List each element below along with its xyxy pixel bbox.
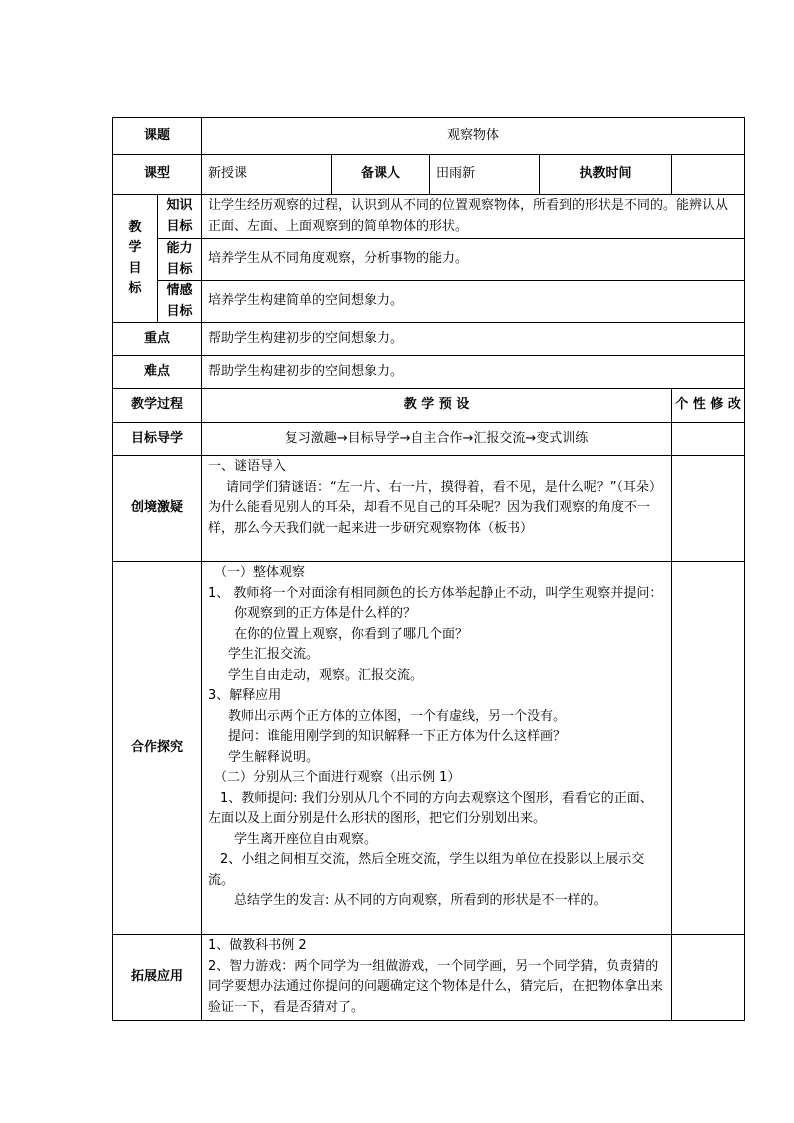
type-row [113,155,745,195]
explore-section-row [113,562,745,935]
explore-note [672,562,745,935]
ability-goal-label: 能力 目标 [158,239,202,281]
guide-text: 复习激趣→目标导学→自主合作→汇报交流→变式训练 [202,423,672,456]
difficulty-text: 帮助学生构建初步的空间想象力。 [202,356,745,389]
guide-row [113,423,745,456]
time-value [672,155,745,195]
preparer-value: 田雨新 [430,155,540,195]
goals-label: 教 学 目 标 [113,195,158,323]
key-point-label: 重点 [113,323,202,356]
process-label: 教学过程 [113,389,202,423]
key-point-row [113,323,745,356]
explore-label: 合作探究 [113,562,202,935]
ability-goal-row [113,239,745,281]
time-label: 执教时间 [540,155,672,195]
type-value: 新授课 [202,155,332,195]
guide-label: 目标导学 [113,423,202,456]
key-point-text: 帮助学生构建初步的空间想象力。 [202,323,745,356]
emotion-goal-text: 培养学生构建简单的空间想象力。 [202,281,745,323]
topic-label: 课题 [113,118,202,155]
extend-section-row [113,935,745,1021]
extend-content: 1、做教科书例 2 2、智力游戏：两个同学为一组做游戏，一个同学画，另一个同学猜，负责猜的同学要想办法通过你提问的问题确定这个物体是什么，猜完后，在把物体拿出来验证一下，看是否猜对了。 [202,935,672,1021]
knowledge-goal-text: 让学生经历观察的过程，认识到从不同的位置观察物体，所看到的形状是不同的。能辨认从正面、左面、上面观察到的简单物体的形状。 [202,195,745,239]
personal-label: 个 性 修 改 [672,389,745,423]
create-note [672,456,745,562]
extend-note [672,935,745,1021]
emotion-goal-row [113,281,745,323]
design-label: 教 学 预 设 [202,389,672,423]
lesson-plan-table [112,117,745,1021]
topic-row [113,118,745,155]
explore-content: （一）整体观察 1、 教师将一个对面涂有相同颜色的长方体举起静止不动，叫学生观察并提问： 你观察到的正方体是什么样的？ 在你的位置上观察，你看到了哪几个面？ 学生汇报交流。 学生自由走动，观察。汇报交流。 3、解释应用 教师出示两个正方体的立体图，一个有虚线，另一个没有。 提问：谁能用刚学到的知识解释一下正方体为什么这样画？ 学生解释说明。 （二）分别从三个面进行观察（出示例 1） 1、教师提问: 我们分别从几个不同的方向去观察这个图形，看看它的正面、左面以及上面分别是什么形状的图形，把它们分别划出来。 学生离开座位自由观察。 2、小组之间相互交流，然后全班交流，学生以组为单位在投影以上展示交流。 总结学生的发言: 从不同的方向观察，所看到的形状是不一样的。 [202,562,672,935]
difficulty-row [113,356,745,389]
ability-goal-text: 培养学生从不同角度观察，分析事物的能力。 [202,239,745,281]
create-label: 创境激疑 [113,456,202,562]
extend-label: 拓展应用 [113,935,202,1021]
preparer-label: 备课人 [332,155,430,195]
emotion-goal-label: 情感 目标 [158,281,202,323]
guide-note [672,423,745,456]
type-label: 课型 [113,155,202,195]
lesson-plan [112,117,744,1021]
create-section-row [113,456,745,562]
knowledge-goal-label: 知识 目标 [158,195,202,239]
knowledge-goal-row [113,195,745,239]
create-content: 一、谜语导入 请同学们猜谜语：“左一片、右一片，摸得着，看不见，是什么呢？”（耳朵）为什么能看见别人的耳朵，却看不见自己的耳朵呢？因为我们观察的角度不一样，那么今天我们就一起来进一步研究观察物体（板书） [202,456,672,562]
process-header-row [113,389,745,423]
difficulty-label: 难点 [113,356,202,389]
topic-value: 观察物体 [202,118,745,155]
